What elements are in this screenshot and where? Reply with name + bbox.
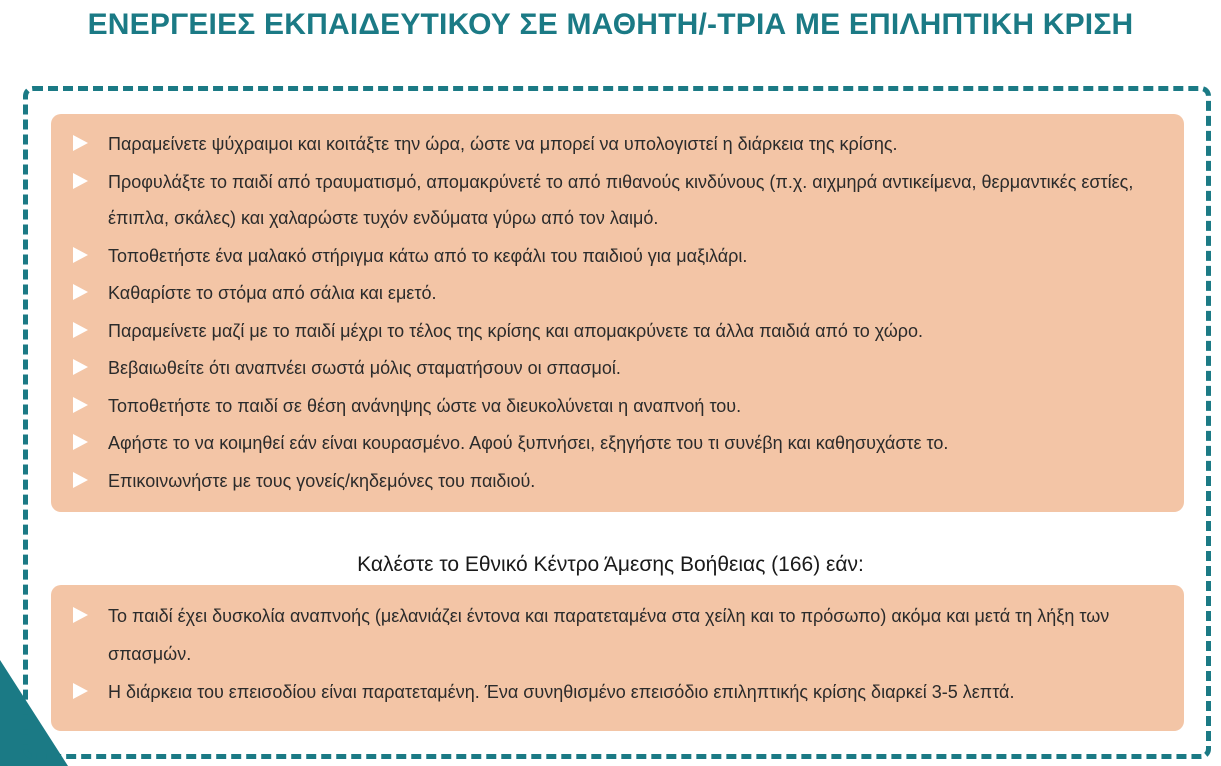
bullet-triangle-icon (73, 284, 88, 300)
list-item-text: Παραμείνετε ψύχραιμοι και κοιτάξτε την ώρα, ώστε να μπορεί να υπολογιστεί η διάρκεια της κρίσης. (108, 134, 898, 154)
emergency-heading: Καλέστε το Εθνικό Κέντρο Άμεσης Βοήθειας (166) εάν: (357, 553, 864, 576)
page-title: ΕΝΕΡΓΕΙΕΣ ΕΚΠΑΙΔΕΥΤΙΚΟΥ ΣΕ ΜΑΘΗΤΗ/-ΤΡΙΑ ΜΕ ΕΠΙΛΗΠΤΙΚΗ ΚΡΙΣΗ (87, 8, 1134, 41)
bullet-triangle-icon (73, 359, 88, 375)
list-item-text: Το παιδί έχει δυσκολία αναπνοής (μελανιάζει έντονα και παρατεταμένα στα χείλη και το πρόσωπο) ακόμα και μετά τη λήξη των σπασμών. (108, 606, 1110, 664)
list-item-text: Προφυλάξτε το παιδί από τραυματισμό, απομακρύνετέ το από πιθανούς κινδύνους (π.χ. αιχμηρά αντικείμενα, θερμαντικές εστίες, έπιπλα, σκάλες) και χαλαρώστε τυχόν ενδύματα γύρω από τον λαιμό. (108, 171, 1134, 228)
list-item-text: Βεβαιωθείτε ότι αναπνέει σωστά μόλις σταματήσουν οι σπασμοί. (108, 358, 621, 378)
list-item-text: Παραμείνετε μαζί με το παιδί μέχρι το τέλος της κρίσης και απομακρύνετε τα άλλα παιδιά από το χώρο. (108, 320, 924, 341)
list-item (51, 350, 1184, 387)
list-item (51, 238, 1184, 275)
list-item-text: Η διάρκεια του επεισοδίου είναι παρατεταμένη. Ένα συνηθισμένο επεισόδιο επιληπτικής κρίσης διαρκεί 3-5 λεπτά. (108, 682, 1015, 702)
list-item-text: Επικοινωνήστε με τους γονείς/κηδεμόνες του παιδιού. (108, 470, 536, 491)
list-item (51, 388, 1184, 425)
bullet-triangle-icon (73, 247, 88, 263)
list-item-text: Τοποθετήστε το παιδί σε θέση ανάνηψης ώστε να διευκολύνεται η αναπνοή του. (108, 395, 742, 416)
bullet-triangle-icon (73, 683, 88, 699)
actions-panel (51, 114, 1184, 512)
bullet-triangle-icon (73, 397, 88, 413)
bullet-triangle-icon (73, 607, 88, 623)
list-item (51, 597, 1184, 673)
bullet-triangle-icon (73, 173, 88, 189)
list-item-text: Αφήστε το να κοιμηθεί εάν είναι κουρασμένο. Αφού ξυπνήσει, εξηγήστε του τι συνέβη και καθησυχάστε το. (108, 433, 949, 453)
bullet-triangle-icon (73, 322, 88, 338)
list-item (51, 425, 1184, 462)
list-item (51, 463, 1184, 500)
list-item-text: Καθαρίστε το στόμα από σάλια και εμετό. (108, 283, 437, 303)
list-item (51, 164, 1184, 237)
list-item (51, 673, 1184, 711)
list-item (51, 126, 1184, 163)
list-item-text: Τοποθετήστε ένα μαλακό στήριγμα κάτω από το κεφάλι του παιδιού για μαξιλάρι. (108, 245, 748, 266)
list-item (51, 275, 1184, 312)
list-item (51, 313, 1184, 350)
bullet-triangle-icon (73, 135, 88, 151)
bullet-triangle-icon (73, 472, 88, 488)
emergency-panel (51, 585, 1184, 731)
bullet-triangle-icon (73, 434, 88, 450)
